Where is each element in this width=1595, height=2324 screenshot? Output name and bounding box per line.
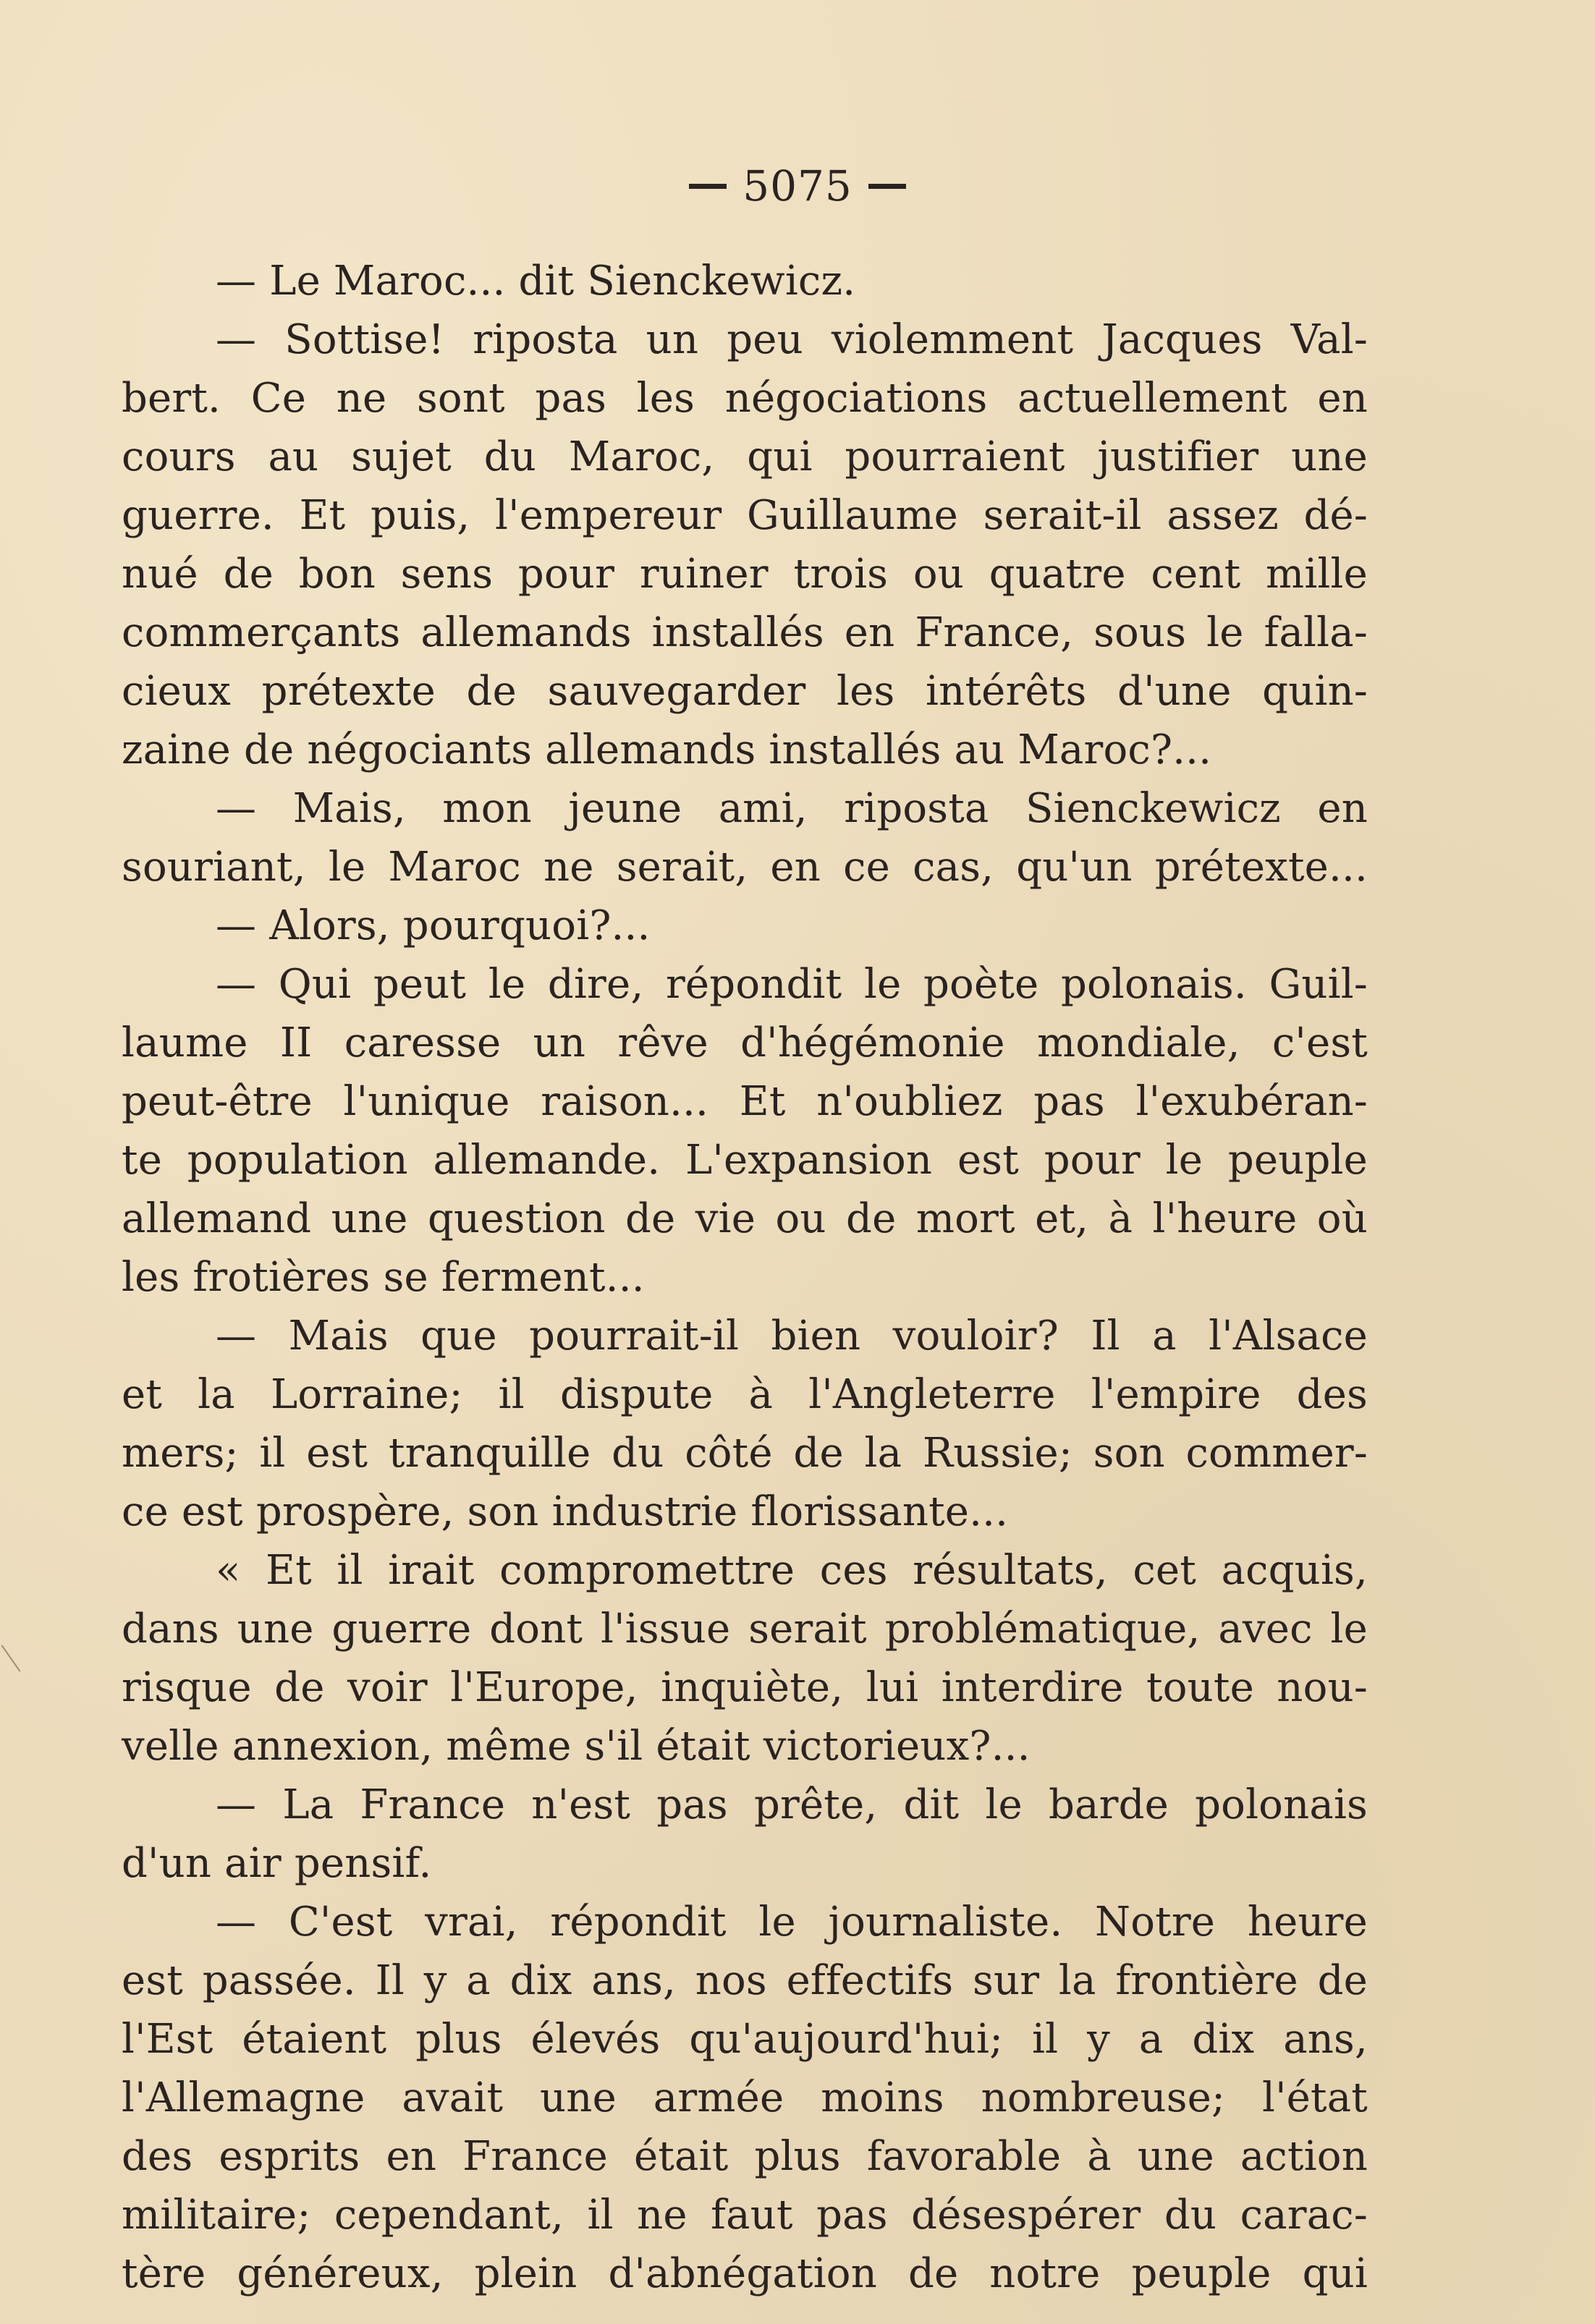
dash-right [868, 184, 906, 189]
text-line: risque de voir l'Europe, inquiète, lui interdire toute nou- [122, 1664, 1368, 1711]
text-line: des esprits en France était plus favorable à une action [122, 2133, 1368, 2180]
text-line: tère généreux, plein d'abnégation de notre peuple qui [122, 2250, 1368, 2297]
text-line: — C'est vrai, répondit le journaliste. Notre heure [216, 1899, 1368, 1946]
text-line: est passée. Il y a dix ans, nos effectifs sur la frontière de [122, 1957, 1368, 2004]
text-line: commerçants allemands installés en France, sous le falla- [122, 609, 1368, 656]
text-line: — La France n'est pas prête, dit le barde polonais [216, 1781, 1368, 1828]
text-line: te population allemande. L'expansion est pour le peuple [122, 1137, 1368, 1184]
text-line: bert. Ce ne sont pas les négociations actuellement en [122, 375, 1368, 422]
text-line: cieux prétexte de sauvegarder les intérêts d'une quin- [122, 668, 1368, 715]
text-line: militaire; cependant, il ne faut pas désespérer du carac- [122, 2192, 1368, 2239]
text-line: laume II caresse un rêve d'hégémonie mondiale, c'est [122, 1019, 1368, 1066]
text-line: dans une guerre dont l'issue serait problématique, avec le [122, 1606, 1368, 1653]
text-line: — Alors, pourquoi?... [216, 902, 651, 949]
text-line: et la Lorraine; il dispute à l'Angleterre l'empire des [122, 1371, 1368, 1418]
text-line: l'Est étaient plus élevés qu'aujourd'hui; il y a dix ans, [122, 2016, 1368, 2063]
text-line: d'un air pensif. [122, 1840, 432, 1887]
text-line: zaine de négociants allemands installés au Maroc?... [122, 726, 1212, 773]
dash-left [689, 184, 727, 189]
margin-pencil-mark [1, 1645, 21, 1671]
text-line: — Mais que pourrait-il bien vouloir? Il a l'Alsace [216, 1312, 1368, 1360]
text-line: ce est prospère, son industrie florissante... [122, 1488, 1009, 1535]
text-line: « Et il irait compromettre ces résultats, cet acquis, [216, 1547, 1368, 1594]
body-text [122, 252, 1368, 2303]
text-line: mers; il est tranquille du côté de la Russie; son commer- [122, 1430, 1368, 1477]
text-line: — Mais, mon jeune ami, riposta Sienckewicz en [216, 785, 1368, 832]
text-line: — Le Maroc... dit Sienckewicz. [216, 258, 856, 305]
text-line: souriant, le Maroc ne serait, en ce cas, qu'un prétexte... [122, 844, 1368, 891]
text-line: guerre. Et puis, l'empereur Guillaume serait-il assez dé- [122, 492, 1368, 539]
text-line: cours au sujet du Maroc, qui pourraient justifier une [122, 433, 1368, 480]
text-line: velle annexion, même s'il était victorieux?... [122, 1723, 1031, 1770]
page-number-value: 5075 [742, 161, 852, 211]
text-line: l'Allemagne avait une armée moins nombreuse; l'état [122, 2074, 1368, 2121]
text-line: nué de bon sens pour ruiner trois ou quatre cent mille [122, 551, 1368, 598]
text-line: peut-être l'unique raison... Et n'oubliez pas l'exubéran- [122, 1078, 1368, 1125]
text-line: allemand une question de vie ou de mort et, à l'heure où [122, 1195, 1368, 1242]
text-line: les frotières se ferment... [122, 1254, 645, 1301]
text-line: — Qui peut le dire, répondit le poète polonais. Guil- [216, 961, 1368, 1008]
text-line: — Sottise! riposta un peu violemment Jacques Val- [216, 316, 1368, 363]
page-number [0, 161, 1595, 211]
